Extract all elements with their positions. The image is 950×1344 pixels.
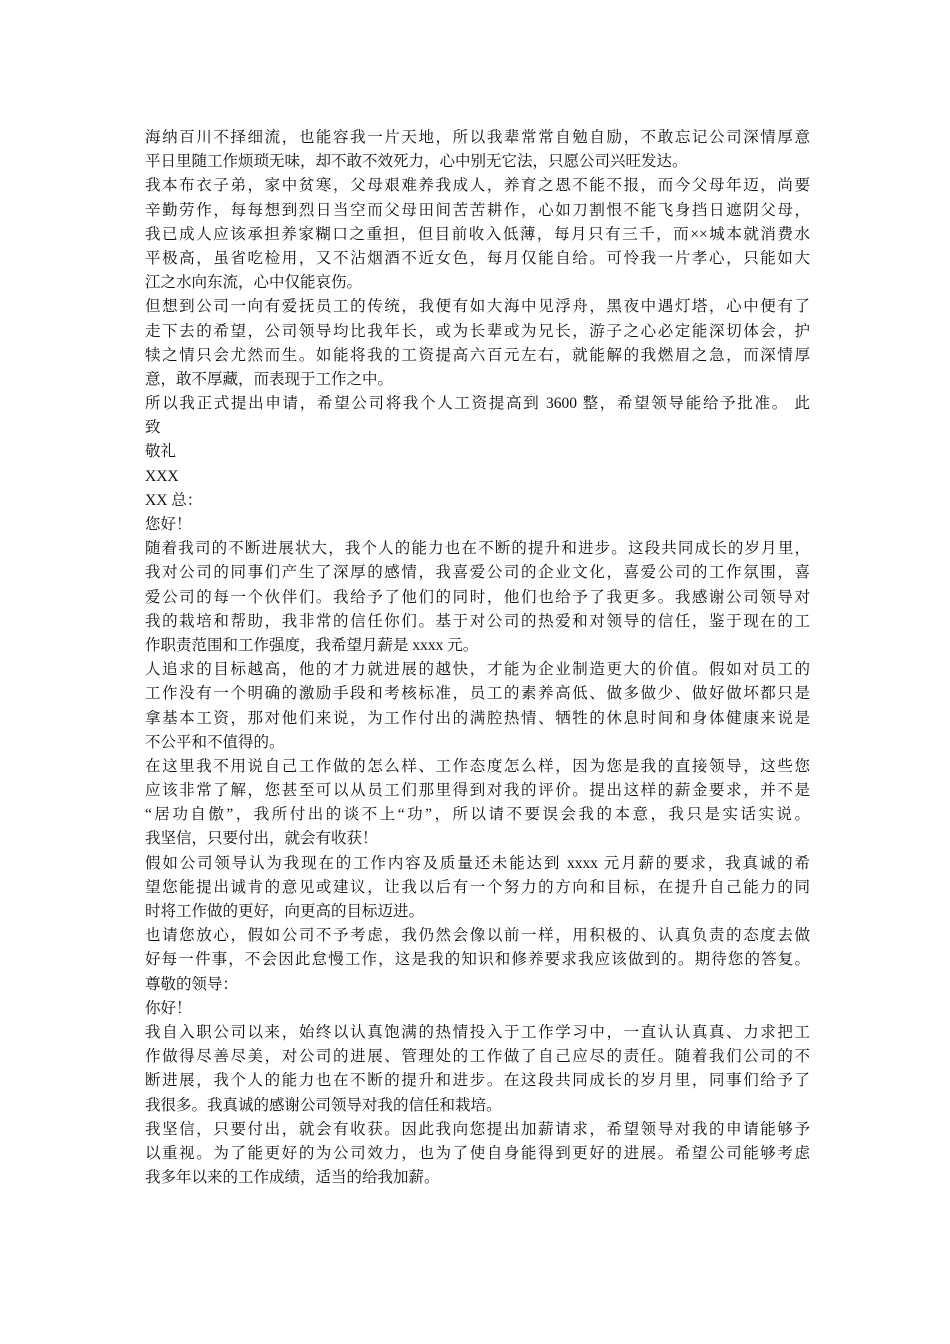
text-line: 拿基本工资，那对他们来说，为工作付出的满腔热情、牺牲的休息时间和身体健康来说是 xyxy=(145,709,810,727)
text-line: 工作没有一个明确的激励手段和考核标准，员工的素养高低、做多做少、做好做坏都只是 xyxy=(145,685,810,703)
text-line: 尊敬的领导： xyxy=(145,975,239,993)
text-line: 随着我司的不断进展状大，我个人的能力也在不断的提升和进步。这段共同成长的岁月里， xyxy=(145,540,810,558)
document-body xyxy=(145,126,810,1190)
text-line: XX 总： xyxy=(145,491,203,509)
text-line: 爱公司的每一个伙伴们。我给予了他们的同时，他们也给予了我更多。我感谢公司领导对 xyxy=(145,588,810,606)
text-line: 敬礼 xyxy=(145,443,177,461)
text-line: 我本布衣子弟，家中贫寒，父母艰难养我成人，养育之恩不能不报，而今父母年迈，尚要 xyxy=(145,177,810,195)
text-line: 我坚信，只要付出，就会有收获！ xyxy=(145,830,378,848)
text-line: 江之水向东流，心中仅能哀伤。 xyxy=(145,274,363,292)
text-line: 意，敢不厚藏，而表现于工作之中。 xyxy=(145,370,394,388)
text-line: 平极高，虽省吃检用，又不沾烟酒不近女色，每月仅能自给。可怜我一片孝心，只能如大 xyxy=(145,249,810,267)
text-line: 断进展，我个人的能力也在不断的提升和进步。在这段共同成长的岁月里，同事们给予了 xyxy=(145,1072,810,1090)
text-line: 但想到公司一向有爱抚员工的传统，我便有如大海中见浮舟，黑夜中遇灯塔，心中便有了 xyxy=(145,298,810,316)
text-line: 在这里我不用说自己工作做的怎么样、工作态度怎么样，因为您是我的直接领导，这些您 xyxy=(145,757,810,775)
text-line: 辛勤劳作，每每想到烈日当空而父母田间苦苦耕作，心如刀割恨不能飞身挡日遮阴父母， xyxy=(145,201,810,219)
text-line: 你好！ xyxy=(145,999,192,1017)
text-line: 作职责范围和工作强度，我希望月薪是 xxxx 元。 xyxy=(145,636,479,654)
text-line: 平日里随工作烦琐无味，却不敢不效死力，心中别无它法，只愿公司兴旺发达。 xyxy=(145,153,688,171)
text-line: 时将工作做的更好，向更高的目标迈进。 xyxy=(145,903,425,920)
text-line: 我的栽培和帮助，我非常的信任你们。基于对公司的热爱和对领导的信任，鉴于现在的工 xyxy=(145,612,810,630)
text-line: 走下去的希望，公司领导均比我年长，或为长辈或为兄长，游子之心必定能深切体会，护 xyxy=(145,322,810,340)
text-line: 所以我正式提出申请，希望公司将我个人工资提高到 3600 整，希望领导能给予批准。 此 xyxy=(145,395,810,413)
text-line: 致 xyxy=(145,419,161,437)
text-line: 我已成人应该承担养家糊口之重担，但目前收入低薄，每月只有三千，而××城本就消费水 xyxy=(145,225,810,243)
text-line: 我对公司的同事们产生了深厚的感情，我喜爱公司的企业文化，喜爱公司的工作氛围，喜 xyxy=(145,564,810,582)
text-line: 以重视。为了能更好的为公司效力，也为了使自身能得到更好的进展。希望公司能够考虑 xyxy=(145,1144,810,1162)
text-line: 海纳百川不择细流，也能容我一片天地，所以我辈常常自勉自励，不敢忘记公司深情厚意 xyxy=(145,129,810,146)
text-line: 应该非常了解，您甚至可以从员工们那里得到对我的评价。提出这样的薪金要求，并不是 xyxy=(145,782,810,800)
text-line: 不公平和不值得的。 xyxy=(145,733,285,751)
text-line: 人追求的目标越高，他的才力就进展的越快，才能为企业制造更大的价值。假如对员工的 xyxy=(145,661,810,679)
text-line: 我很多。我真诚的感谢公司领导对我的信任和栽培。 xyxy=(145,1096,502,1114)
text-line: 作做得尽善尽美，对公司的进展、管理处的工作做了自己应尽的责任。随着我们公司的不 xyxy=(145,1048,810,1066)
text-line: 望您能提出诚肯的意见或建议，让我以后有一个努力的方向和目标，在提升自己能力的同 xyxy=(145,878,810,896)
text-line: 好每一件事，不会因此怠慢工作，这是我的知识和修养要求我应该做到的。期待您的答复。 xyxy=(145,951,810,969)
text-line: 我坚信，只要付出，就会有收获。因此我向您提出加薪请求，希望领导对我的申请能够予 xyxy=(145,1120,810,1138)
text-line: “居功自傲”，我所付出的谈不上“功”，所以请不要误会我的本意，我只是实话实说。 xyxy=(145,806,810,824)
text-line: 我多年以来的工作成绩，适当的给我加薪。 xyxy=(145,1169,440,1187)
text-line: XXX xyxy=(145,467,179,485)
text-line: 也请您放心，假如公司不予考虑，我仍然会像以前一样，用积极的、认真负责的态度去做 xyxy=(145,927,810,945)
text-line: 我自入职公司以来，始终以认真饱满的热情投入于工作学习中，一直认认真真、力求把工 xyxy=(145,1023,810,1041)
text-line: 犊之情只会尤然而生。如能将我的工资提高六百元左右，就能解的我燃眉之急，而深情厚 xyxy=(145,346,810,364)
text-line: 您好！ xyxy=(145,516,192,533)
text-line: 假如公司领导认为我现在的工作内容及质量还未能达到 xxxx 元月薪的要求，我真诚的希 xyxy=(145,854,810,872)
